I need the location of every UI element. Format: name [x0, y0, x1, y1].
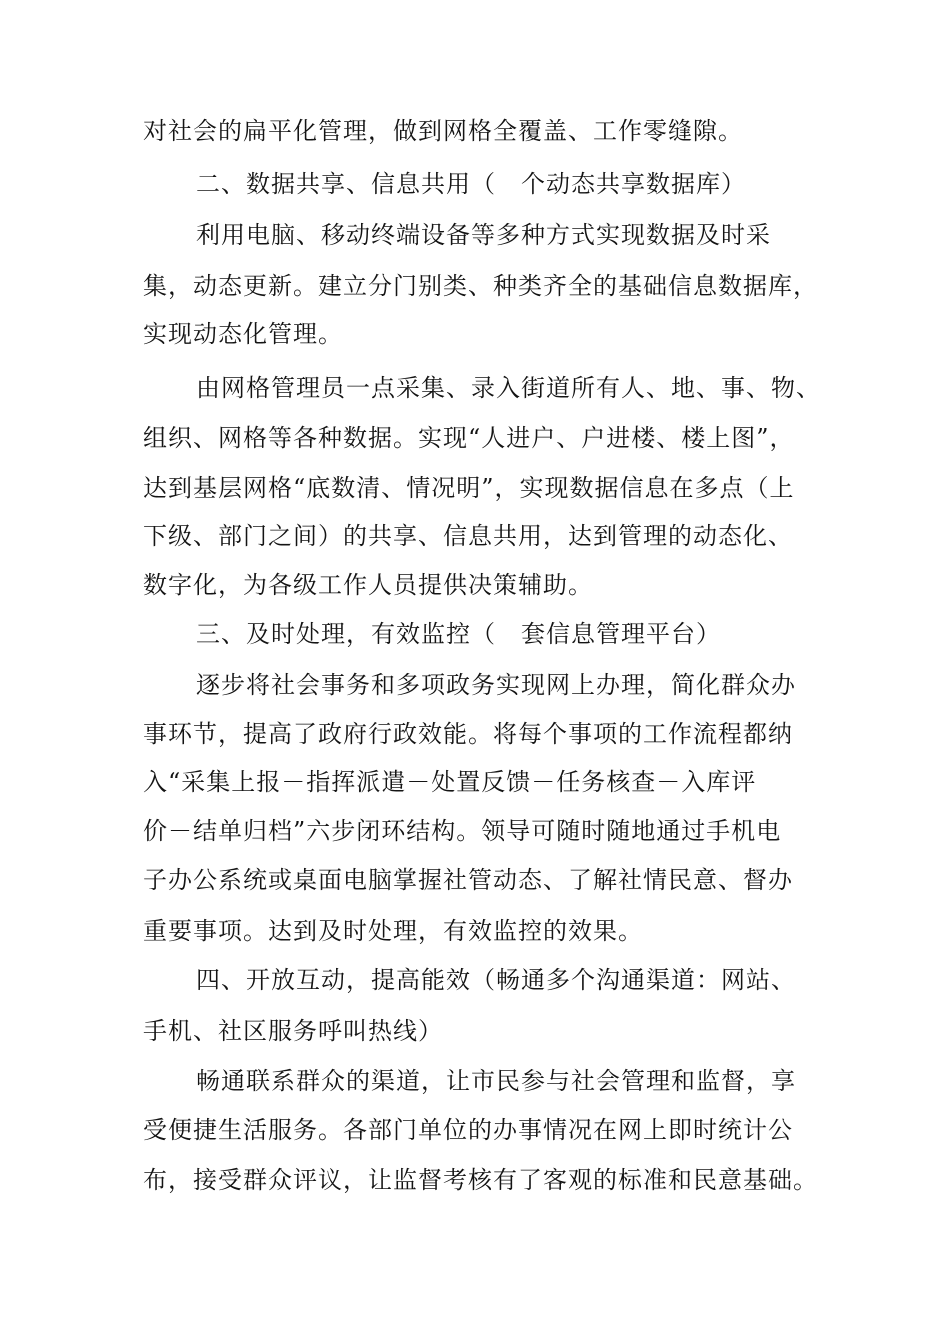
body-text-line: 对社会的扁平化管理，做到网格全覆盖、工作零缝隙。 [143, 117, 743, 145]
paragraph-line: 利用电脑、移动终端设备等多种方式实现数据及时采 [196, 221, 771, 249]
paragraph-line: 重要事项。达到及时处理，有效监控的效果。 [143, 917, 643, 945]
paragraph-line: 数字化，为各级工作人员提供决策辅助。 [143, 571, 593, 599]
paragraph-line: 事环节，提高了政府行政效能。将每个事项的工作流程都纳 [143, 720, 793, 748]
paragraph-line: 价－结单归档”六步闭环结构。领导可随时随地通过手机电 [143, 817, 782, 845]
section-heading-4-continued: 手机、社区服务呼叫热线） [143, 1017, 443, 1045]
paragraph-line: 达到基层网格“底数清、情况明”，实现数据信息在多点（上 [143, 474, 795, 502]
paragraph-line: 布，接受群众评议，让监督考核有了客观的标准和民意基础。 [143, 1166, 818, 1194]
paragraph-line: 由网格管理员一点采集、录入街道所有人、地、事、物、 [196, 374, 821, 402]
paragraph-line: 子办公系统或桌面电脑掌握社管动态、了解社情民意、督办 [143, 866, 793, 894]
section-heading-3: 三、及时处理，有效监控（ 套信息管理平台） [196, 620, 721, 648]
paragraph-line: 逐步将社会事务和多项政务实现网上办理，简化群众办 [196, 671, 796, 699]
paragraph-line: 受便捷生活服务。各部门单位的办事情况在网上即时统计公 [143, 1116, 793, 1144]
section-heading-4: 四、开放互动，提高能效（畅通多个沟通渠道：网站、 [196, 966, 796, 994]
section-heading-2: 二、数据共享、信息共用（ 个动态共享数据库） [196, 170, 746, 198]
paragraph-line: 集，动态更新。建立分门别类、种类齐全的基础信息数据库， [143, 272, 818, 300]
paragraph-line: 下级、部门之间）的共享、信息共用，达到管理的动态化、 [143, 522, 793, 550]
paragraph-line: 入“采集上报－指挥派遣－处置反馈－任务核查－入库评 [143, 768, 757, 796]
paragraph-line: 实现动态化管理。 [143, 320, 343, 348]
paragraph-line: 组织、网格等各种数据。实现“人进户、户进楼、楼上图”， [143, 424, 795, 452]
paragraph-line: 畅通联系群众的渠道，让市民参与社会管理和监督，享 [196, 1067, 796, 1095]
